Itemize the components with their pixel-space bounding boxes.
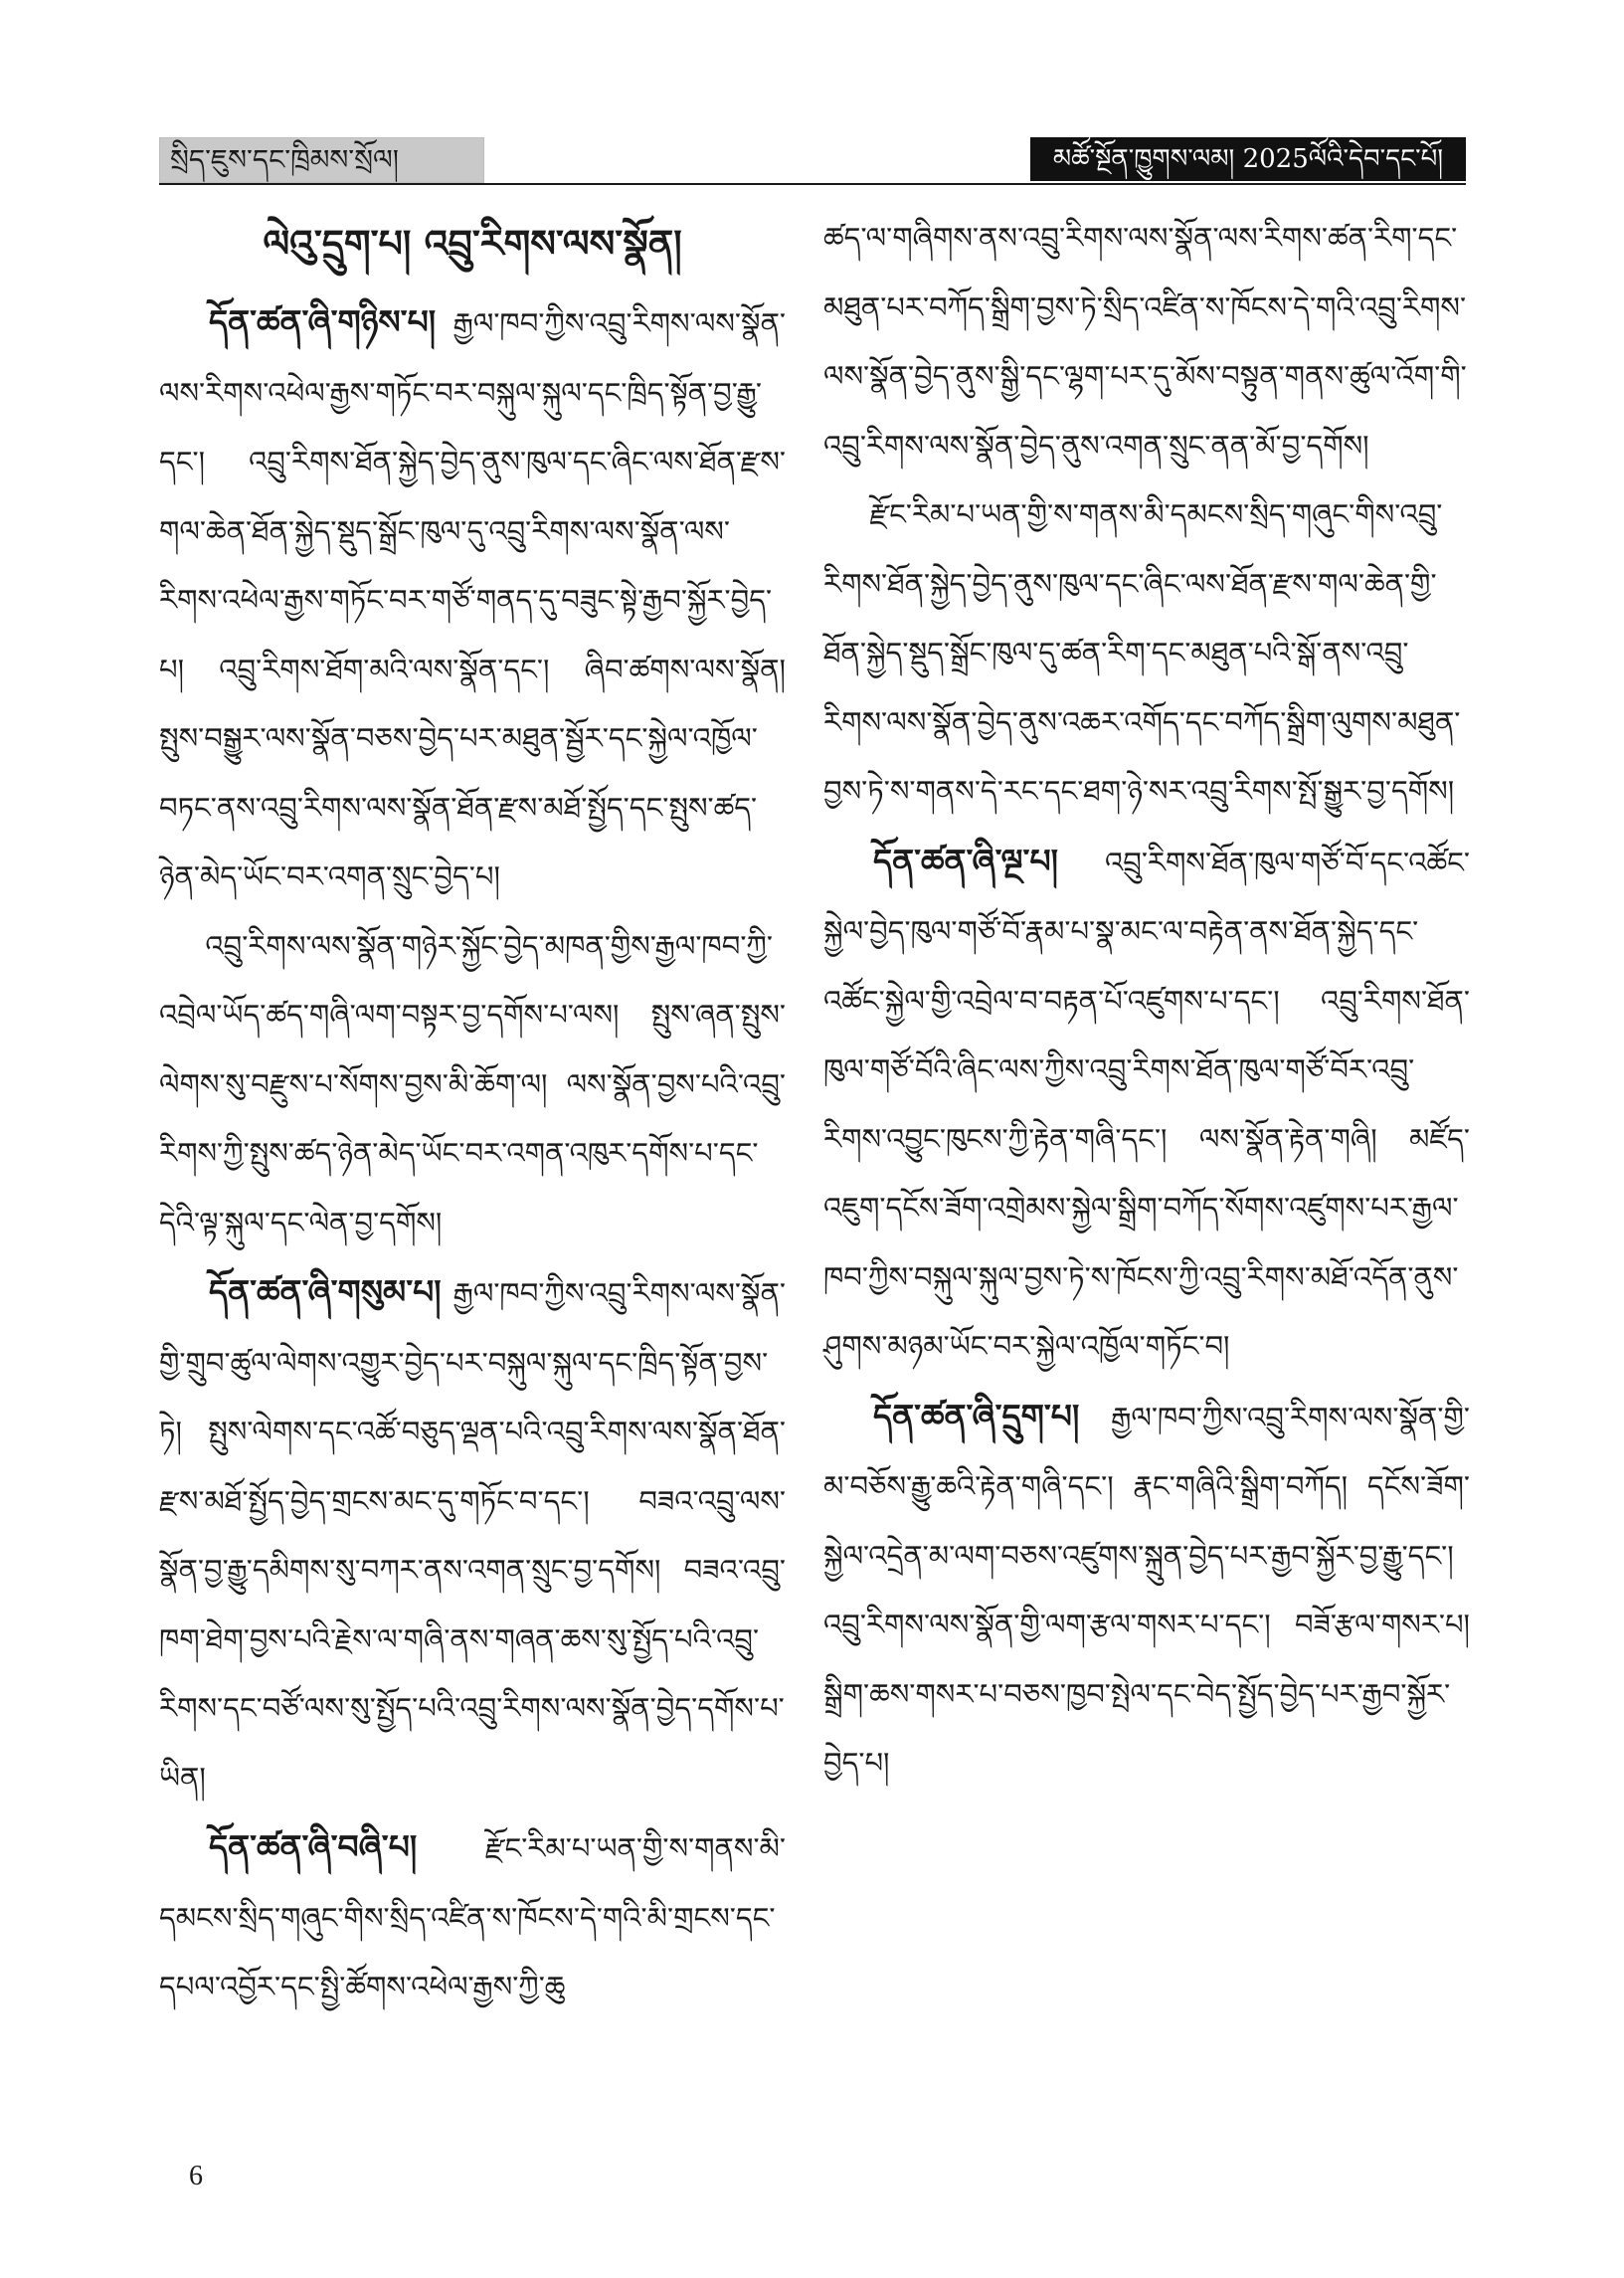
article-number: དོན་ཚན་ཞི་བཞི་པ། bbox=[209, 1827, 485, 1866]
right-paragraphs bbox=[823, 204, 1470, 1799]
paragraph bbox=[823, 204, 1470, 480]
section-header-label bbox=[159, 137, 484, 183]
left-paragraphs bbox=[159, 287, 786, 2022]
paragraph bbox=[159, 1812, 786, 2022]
paragraph bbox=[159, 1257, 786, 1812]
article-number: དོན་ཚན་ཞི་གསུམ་པ། bbox=[209, 1272, 453, 1311]
left-column bbox=[159, 204, 786, 2022]
article-number: དོན་ཚན་ཞི་གཉིས་པ། bbox=[209, 302, 453, 341]
paragraph-text: རྒྱལ་ཁབ་ཀྱིས་འབྲུ་རིགས་ལས་སྣོན་གྱི་གྲུབ་ཚུལ་ལེགས་འགྱུར་བྱེད་པར་བསྐུལ་སྐུལ་དང་ཁྲིད་སྟོན་བྱས་ཏེ། སྤུས་ལེགས་དང་འཚོ་བཅུད་ལྡན་པའི་འབྲུ་རིགས་ལས་སྣོན་ཐོན་རྫས་མཐོ་སྤྱོད་བྱེད་གྲངས་མང་དུ་གཏོང་བ་དང་། བཟའ་འབྲུ་ལས་སྣོན་བྱ་རྒྱུ་དམིགས་སུ་བཀར་ནས་འགན་སྲུང་བྱ་དགོས། བཟའ་འབྲུ་ཁག་ཐེག་བྱས་པའི་རྗེས་ལ་གཞི་ནས་གཞན་ཆས་སུ་སྤྱོད་པའི་འབྲུ་རིགས་དང་བཙོ་ལས་སུ་སྤྱོད་པའི་འབྲུ་རིགས་ལས་སྣོན་བྱེད་དགོས་པ་ཡིན། bbox=[159, 1276, 786, 1795]
article-number: དོན་ཚན་ཞི་ལྔ་པ། bbox=[873, 841, 1105, 880]
page-number: 6 bbox=[189, 2161, 203, 2191]
journal-header-label bbox=[1030, 137, 1466, 181]
paragraph bbox=[159, 912, 786, 1258]
paragraph bbox=[823, 1382, 1470, 1799]
paragraph-text: རྒྱལ་ཁབ་ཀྱིས་འབྲུ་རིགས་ལས་སྣོན་གྱི་མ་བཅོས་རྒྱུ་ཆའི་རྟེན་གཞི་དང་། རྣང་གཞིའི་སྒྲིག་བཀོད། དངོས་ཟོག་སྐྱེལ་འདྲེན་མ་ལག་བཅས་འཛུགས་སྐྲུན་བྱེད་པར་རྒྱབ་སྐྱོར་བྱ་རྒྱུ་དང་། འབྲུ་རིགས་ལས་སྣོན་གྱི་ལག་རྩལ་གསར་པ་དང་། བཟོ་རྩལ་གསར་པ། སྒྲིག་ཆས་གསར་པ་བཅས་ཁྱབ་སྤེལ་དང་བེད་སྤྱོད་བྱེད་པར་རྒྱབ་སྐྱོར་བྱེད་པ། bbox=[823, 1400, 1470, 1780]
section-header-text: སྲིད་ཇུས་དང་ཁྲིམས་སྲོལ། bbox=[170, 143, 400, 176]
paragraph-text: ཚད་ལ་གཞིགས་ནས་འབྲུ་རིགས་ལས་སྣོན་ལས་རིགས་ཚན་རིག་དང་མཐུན་པར་བཀོད་སྒྲིག་བྱས་ཏེ་སྲིད་འཛིན་ས་ཁོངས་དེ་གའི་འབྲུ་རིགས་ལས་སྣོན་བྱེད་ནུས་སྒྱི་དང་ལྷག་པར་དུ་མོས་བསྟུན་གནས་ཚུལ་འོག་གི་འབྲུ་རིགས་ལས་སྣོན་བྱེད་ནུས་འགན་སྲུང་ནན་མོ་བྱ་དགོས། bbox=[823, 221, 1467, 463]
paragraph-text: རྫོང་རིམ་པ་ཡན་གྱི་ས་གནས་མི་དམངས་སྲིད་གཞུང་གིས་འབྲུ་རིགས་ཐོན་སྐྱེད་བྱེད་ནུས་ཁུལ་དང་ཞིང་ལས་ཐོན་རྫས་གལ་ཆེན་གྱི་ཐོན་སྐྱེད་སྡུད་སྒྲོང་ཁུལ་དུ་ཚན་རིག་དང་མཐུན་པའི་སྒོ་ནས་འབྲུ་རིགས་ལས་སྣོན་བྱེད་ནུས་འཆར་འགོད་དང་བཀོད་སྒྲིག་ལུགས་མཐུན་བྱས་ཏེ་ས་གནས་དེ་རང་དང་ཐག་ཉེ་སར་འབྲུ་རིགས་སྤོ་སྒྱུར་བྱ་དགོས། bbox=[823, 497, 1461, 808]
right-column bbox=[823, 204, 1470, 1799]
article-number: དོན་ཚན་ཞི་དྲུག་པ། bbox=[873, 1396, 1111, 1435]
header-rule bbox=[159, 183, 1466, 185]
paragraph bbox=[823, 827, 1470, 1382]
journal-header-text: མཚོ་སྔོན་ཁྱུགས་ལམ། 2025ལོའི་དེབ་དང་པོ། bbox=[1052, 144, 1444, 174]
paragraph-text: རྫོང་རིམ་པ་ཡན་གྱི་ས་གནས་མི་དམངས་སྲིད་གཞུང་གིས་སྲིད་འཛིན་ས་ཁོངས་དེ་གའི་མི་གྲངས་དང་དཔལ་འབྱོར་དང་སྤྱི་ཚོགས་འཕེལ་རྒྱས་ཀྱི་ཆུ bbox=[159, 1831, 786, 2003]
paragraph-text: འབྲུ་རིགས་ཐོན་ཁུལ་གཙོ་བོ་དང་འཚོང་སྐྱེལ་བྱེད་ཁུལ་གཙོ་བོ་རྣམ་པ་སྣ་མང་ལ་བརྟེན་ནས་ཐོན་སྐྱེད་དང་འཚོང་སྐྱེལ་གྱི་འབྲེལ་བ་བརྟན་པོ་འཛུགས་པ་དང་། འབྲུ་རིགས་ཐོན་ཁུལ་གཙོ་བོའི་ཞིང་ལས་ཀྱིས་འབྲུ་རིགས་ཐོན་ཁུལ་གཙོ་བོར་འབྲུ་རིགས་འབྱུང་ཁུངས་ཀྱི་རྟེན་གཞི་དང་། ལས་སྣོན་རྟེན་གཞི། མཛོད་འཇུག་དངོས་ཟོག་འགྲེམས་སྐྱེལ་སྒྲིག་བཀོད་སོགས་འཛུགས་པར་རྒྱལ་ཁབ་ཀྱིས་བསྐུལ་སྐུལ་བྱས་ཏེ་ས་ཁོངས་ཀྱི་འབྲུ་རིགས་མཐོ་འདོན་ནུས་ཤུགས་མཉམ་ཡོང་བར་སྐྱེལ་འཁྱོལ་གཏོང་བ། bbox=[823, 845, 1470, 1363]
chapter-title: ལེའུ་དྲུག་པ། འབྲུ་རིགས་ལས་སྣོན། bbox=[263, 221, 682, 266]
paragraph bbox=[823, 480, 1470, 827]
paragraph-text: འབྲུ་རིགས་ལས་སྣོན་གཉེར་སྐྱོང་བྱེད་མཁན་གྱིས་རྒྱལ་ཁབ་ཀྱི་འབྲེལ་ཡོད་ཚད་གཞི་ལག་བསྟར་བྱ་དགོས་པ་ལས། སྤུས་ཞན་སྤུས་ལེགས་སུ་བརྫུས་པ་སོགས་བྱས་མི་ཆོག་ལ། ལས་སྣོན་བྱས་པའི་འབྲུ་རིགས་ཀྱི་སྤུས་ཚད་ཉེན་མེད་ཡོང་བར་འགན་འཁུར་དགོས་པ་དང་དེའི་ལྟ་སྐུལ་དང་ལེན་བྱ་དགོས། bbox=[159, 928, 786, 1239]
paragraph-text: རྒྱལ་ཁབ་ཀྱིས་འབྲུ་རིགས་ལས་སྣོན་ལས་རིགས་འཕེལ་རྒྱས་གཏོང་བར་བསྐུལ་སྐུལ་དང་ཁྲིད་སྟོན་བྱ་རྒྱུ་དང་། འབྲུ་རིགས་ཐོན་སྐྱེད་བྱེད་ནུས་ཁུལ་དང་ཞིང་ལས་ཐོན་རྫས་གལ་ཆེན་ཐོན་སྐྱེད་སྡུད་སྒྲོང་ཁུལ་དུ་འབྲུ་རིགས་ལས་སྣོན་ལས་རིགས་འཕེལ་རྒྱས་གཏོང་བར་གཙོ་གནད་དུ་བཟུང་སྟེ་རྒྱབ་སྐྱོར་བྱེད་པ། འབྲུ་རིགས་ཐོག་མའི་ལས་སྣོན་དང་། ཞིབ་ཚགས་ལས་སྣོན། སྤུས་བསྒྱུར་ལས་སྣོན་བཅས་བྱེད་པར་མཐུན་སྦྱོར་དང་སྐྱེལ་འཁྱོལ་བཏང་ནས་འབྲུ་རིགས་ལས་སྣོན་ཐོན་རྫས་མཐོ་སྤྱོད་དང་སྤུས་ཚད་ཉེན་མེད་ཡོང་བར་འགན་སྲུང་བྱེད་པ། bbox=[159, 306, 786, 893]
paragraph bbox=[159, 287, 786, 912]
